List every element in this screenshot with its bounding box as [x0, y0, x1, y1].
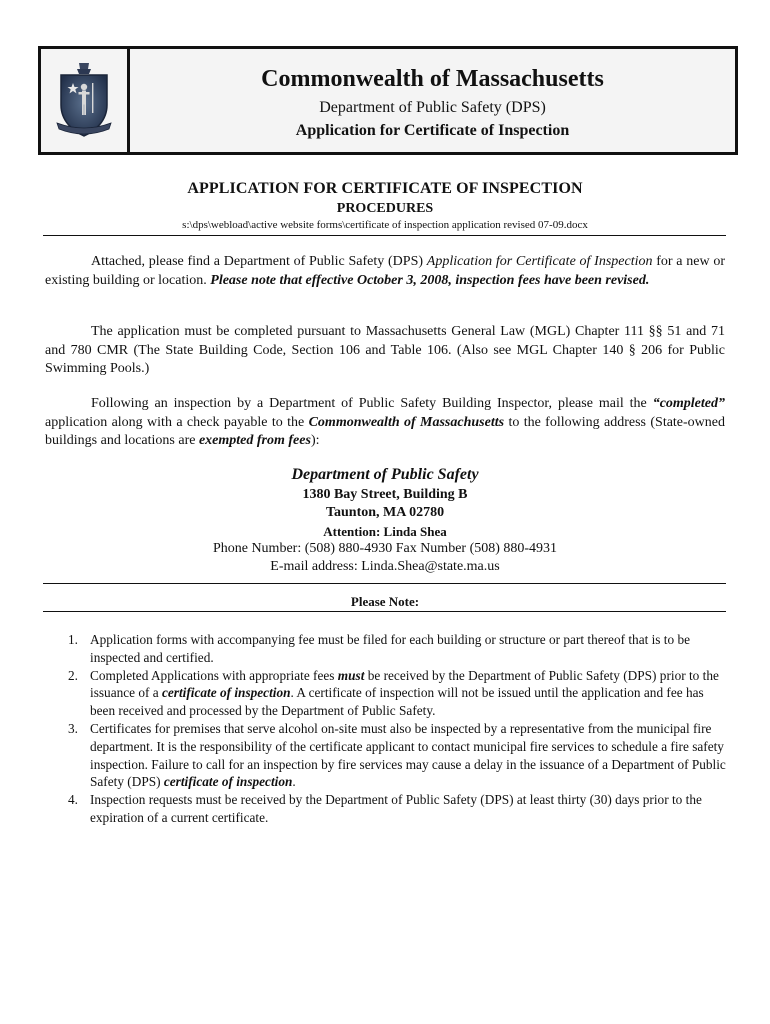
mailing-instructions-paragraph: [45, 395, 725, 451]
certificate-emphasis: certificate of inspection: [163, 774, 293, 790]
list-item: [52, 631, 728, 667]
list-item-text: . A certificate of inspection will not be issued until the application and fee has been received and processed by the Department of Public Safety.: [90, 685, 704, 719]
divider-top: [43, 235, 726, 236]
notes-list: [52, 631, 728, 827]
header-box: [38, 46, 738, 155]
legal-basis-paragraph: [45, 323, 725, 379]
divider-bottom: [43, 611, 726, 612]
list-item: [52, 720, 728, 791]
list-item: [52, 791, 728, 827]
must-emphasis: must: [337, 667, 365, 683]
list-item: [52, 667, 728, 720]
list-item-text: Application forms with accompanying fee must be filed for each building or structure or part thereof that is to be inspected and certified.: [90, 632, 691, 665]
list-item-number: 4.: [68, 792, 78, 808]
payee-name: Commonwealth of Massachusetts: [308, 414, 505, 430]
address-city: Taunton, MA 02780: [325, 505, 445, 520]
list-item-text: Certificates for premises that serve alcohol on-site must also be inspected by a representative from the municipal fire department. It is the responsibility of the certificate applicant to contact municipal fire services to schedule a fire safety inspection. Failure to call for an inspection by fire services may cause a delay in the issuance of a Department of Public Safety (DPS): [90, 720, 726, 790]
massachusetts-seal-icon: [53, 61, 115, 139]
header-form-name: Application for Certificate of Inspection: [295, 122, 570, 139]
list-item-number: 1.: [68, 632, 78, 647]
intro-text-2: for a new or existing building or location.: [45, 254, 725, 288]
address-organization: Department of Public Safety: [291, 466, 479, 483]
header-title: Commonwealth of Massachusetts: [261, 66, 604, 92]
address-street: 1380 Bay Street, Building B: [302, 487, 468, 502]
address-email: E-mail address: Linda.Shea@state.ma.us: [270, 559, 500, 574]
mailing-text-1: Following an inspection by a Department of Public Safety Building Inspector, please mail the: [91, 396, 653, 411]
page-title: APPLICATION FOR CERTIFICATE OF INSPECTION: [187, 180, 583, 197]
seal-cell: [41, 49, 130, 152]
list-item-text: .: [292, 774, 296, 790]
header-department: Department of Public Safety (DPS): [319, 99, 546, 116]
header-text: [130, 49, 735, 152]
intro-paragraph: [45, 253, 725, 290]
list-item-number: 3.: [68, 720, 78, 736]
address-attention: Attention: Linda Shea: [323, 524, 447, 539]
page-subtitle: PROCEDURES: [336, 201, 434, 216]
intro-text-1: Attached, please find a Department of Public Safety (DPS): [91, 254, 427, 269]
mailing-text-2: application along with a check payable to the: [45, 414, 309, 430]
certificate-emphasis: certificate of inspection: [162, 685, 291, 701]
mailing-text-3: to the following address (State-owned buildings and locations are: [45, 414, 726, 449]
divider-middle: [43, 583, 726, 584]
intro-form-name: Application for Certificate of Inspection: [426, 254, 653, 269]
fee-revision-notice: Please note that effective October 3, 2008, inspection fees have been revised.: [210, 272, 650, 288]
list-item-text: Completed Applications with appropriate fees: [90, 667, 338, 683]
list-item-text: Inspection requests must be received by the Department of Public Safety (DPS) at least thirty (30) days prior to the expiration of a current certificate.: [90, 792, 702, 825]
please-note-heading: Please Note:: [350, 594, 420, 609]
legal-basis-text: The application must be completed pursuant to Massachusetts General Law (MGL) Chapter 111 §§ 51 and 71 and 780 CMR (The State Building Code, Section 106 and Table 106. (Also see MGL Chapter 140 § 206 for Public Swimming Pools.): [45, 324, 725, 377]
file-path: s:\dps\webload\active website forms\certificate of inspection application revised 07-09.docx: [182, 219, 588, 231]
list-item-number: 2.: [68, 667, 78, 683]
exempted-emphasis: exempted from fees: [198, 433, 311, 449]
address-phone-fax: Phone Number: (508) 880-4930 Fax Number (508) 880-4931: [212, 541, 558, 556]
list-item-text: be received by the Department of Public Safety (DPS) prior to the issuance of a: [90, 667, 719, 701]
mailing-text-4: ):: [310, 433, 320, 449]
completed-emphasis: “completed”: [652, 396, 725, 411]
